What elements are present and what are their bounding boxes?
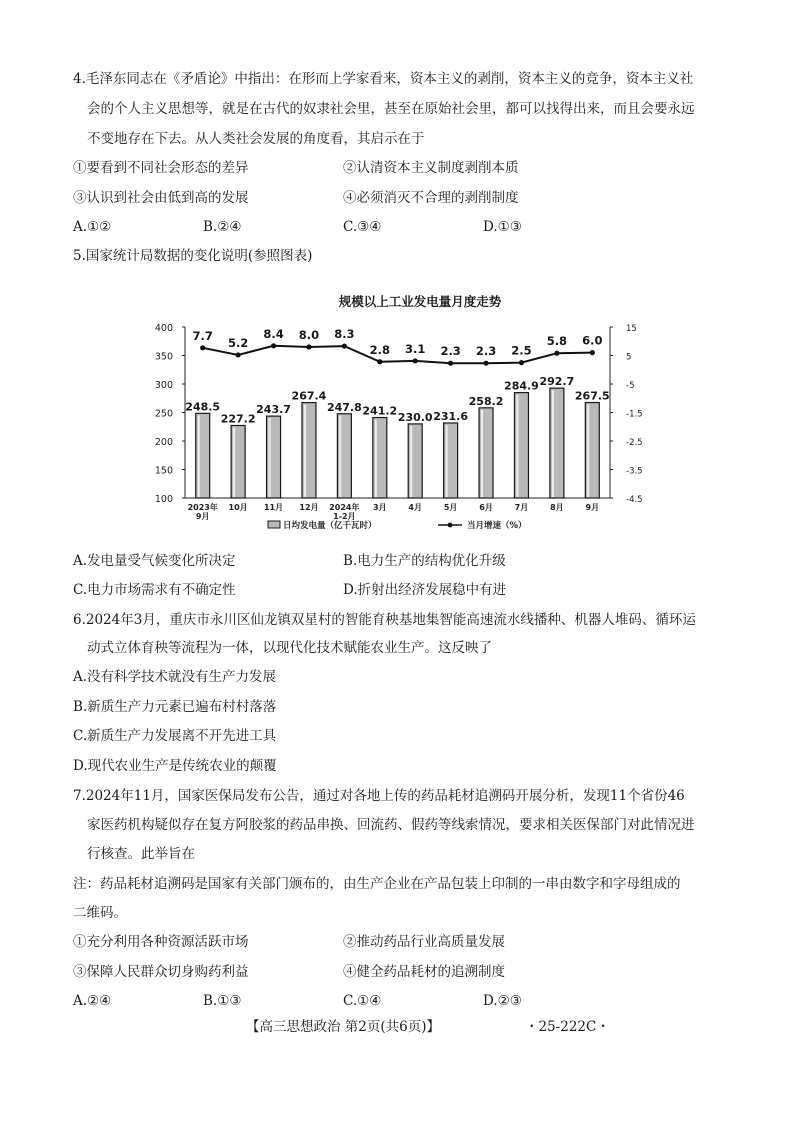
q6-choice-b: B.新质生产力元素已遍布村村落落 xyxy=(73,699,277,715)
legend-line-marker xyxy=(448,523,453,528)
q4-choice-c: C.③④ xyxy=(343,219,382,235)
left-tick-label: 150 xyxy=(154,465,173,477)
q7-choice-a: A.②④ xyxy=(73,993,112,1009)
growth-rate-label: 3.1 xyxy=(405,341,426,356)
left-tick-label: 100 xyxy=(154,494,173,505)
q4-choice-d: D.①③ xyxy=(483,219,522,235)
bar-value-label: 258.2 xyxy=(468,394,504,408)
legend-bar-label: 日均发电量（亿千瓦时） xyxy=(283,521,377,531)
growth-rate-label: 8.3 xyxy=(334,327,355,342)
right-tick-label: -3.5 xyxy=(626,466,643,477)
x-tick-label: 3月 xyxy=(373,503,387,512)
legend-line-label: 当月增速（%） xyxy=(467,521,527,531)
x-tick-label: 2024年 xyxy=(329,503,360,512)
bar-value-label: 284.9 xyxy=(504,379,539,393)
growth-rate-point xyxy=(413,358,418,363)
bar-value-label: 227.2 xyxy=(220,412,256,426)
growth-rate-label: 2.3 xyxy=(475,344,497,359)
left-tick-label: 250 xyxy=(154,408,173,420)
growth-rate-point xyxy=(342,343,347,348)
x-tick-label: 6月 xyxy=(479,503,493,512)
growth-rate-point xyxy=(448,361,453,366)
bar-value-label: 243.7 xyxy=(256,403,291,417)
bar-value-label: 247.8 xyxy=(326,400,362,414)
growth-rate-point xyxy=(271,343,276,348)
q5-choice-c: C.电力市场需求有不确定性 xyxy=(73,582,236,598)
q7-stem-line-1: 7.2024年11月，国家医保局发布公告，通过对各地上传的药品耗材追溯码开展分析，发现11个省份46 xyxy=(73,788,685,804)
bar-value-label: 267.4 xyxy=(291,389,327,403)
bar-value-label: 231.6 xyxy=(433,409,469,423)
q4-item-3: ③认识到社会由低到高的发展 xyxy=(73,190,249,206)
right-tick-label: 5 xyxy=(626,352,632,363)
x-tick-label: 9月 xyxy=(585,503,600,512)
growth-rate-point xyxy=(519,360,524,365)
x-tick-label: 7月 xyxy=(514,503,529,512)
left-tick-label: 350 xyxy=(154,351,173,363)
q4-item-4: ④必须消灭不合理的剥削制度 xyxy=(343,190,519,206)
legend-bar-swatch xyxy=(268,521,280,528)
q4-item-2: ②认清资本主义制度剥削本质 xyxy=(343,160,519,176)
footer-code: ・25-222C・ xyxy=(525,1019,610,1035)
bar-value-label: 267.5 xyxy=(574,389,610,403)
q6-stem-line-2: 动式立体育秧等流程为一体，以现代化技术赋能农业生产。这反映了 xyxy=(87,640,492,656)
x-tick-label: 4月 xyxy=(408,503,422,512)
growth-rate-point xyxy=(200,345,205,350)
growth-rate-point xyxy=(236,352,241,357)
q5-choice-d: D.折射出经济发展稳中有进 xyxy=(343,582,507,598)
x-tick-label: 8月 xyxy=(550,503,564,512)
growth-rate-label: 2.8 xyxy=(369,342,390,357)
bar-value-label: 292.7 xyxy=(539,375,575,389)
growth-rate-label: 8.4 xyxy=(263,326,284,341)
q5-choice-a: A.发电量受气候变化所决定 xyxy=(73,553,236,569)
q7-choice-c: C.①④ xyxy=(343,993,382,1009)
q6-choice-c: C.新质生产力发展离不开先进工具 xyxy=(73,728,277,744)
power-generation-chart xyxy=(140,315,650,537)
growth-rate-point xyxy=(590,350,595,355)
q6-stem-line-1: 6.2024年3月，重庆市永川区仙龙镇双星村的智能育秧基地集智能高速流水线播种、机器人堆码、循环运 xyxy=(73,612,696,628)
q6-choice-d: D.现代农业生产是传统农业的颠覆 xyxy=(73,758,277,774)
q7-note-line-2: 二维码。 xyxy=(73,905,127,921)
q7-item-1: ①充分利用各种资源活跃市场 xyxy=(73,934,249,950)
left-tick-label: 200 xyxy=(154,437,173,448)
x-tick-label: 12月 xyxy=(299,503,319,512)
q7-item-3: ③保障人民群众切身购药利益 xyxy=(73,964,249,980)
q7-choice-b: B.①③ xyxy=(203,993,242,1009)
right-tick-label: -2.5 xyxy=(626,438,643,448)
q5-choice-b: B.电力生产的结构优化升级 xyxy=(343,553,506,569)
q7-item-4: ④健全药品耗材的追溯制度 xyxy=(343,964,505,980)
q7-item-2: ②推动药品行业高质量发展 xyxy=(343,934,505,950)
x-tick-label: 5月 xyxy=(443,503,458,512)
right-tick-label: 15 xyxy=(626,324,637,334)
growth-rate-label: 5.2 xyxy=(227,335,249,350)
right-tick-label: -5 xyxy=(626,381,635,391)
left-tick-label: 300 xyxy=(154,380,173,391)
left-tick-label: 400 xyxy=(154,323,173,334)
growth-rate-label: 5.8 xyxy=(546,334,568,349)
chart-title: 规模以上工业发电量月度走势 xyxy=(338,294,502,309)
x-tick-label: 2023年 xyxy=(187,503,218,512)
q4-item-1: ①要看到不同社会形态的差异 xyxy=(73,160,249,176)
growth-rate-label: 6.0 xyxy=(582,333,603,348)
bar-value-label: 230.0 xyxy=(397,410,433,424)
right-tick-label: -1.5 xyxy=(626,409,643,420)
growth-rate-label: 2.3 xyxy=(440,344,461,359)
bar-value-label: 241.2 xyxy=(362,404,398,418)
growth-rate-point xyxy=(554,351,559,356)
bar-value-label: 248.5 xyxy=(185,400,221,414)
q7-choice-d: D.②③ xyxy=(483,993,522,1009)
q4-stem-line-1: 4.毛泽东同志在《矛盾论》中指出：在形而上学家看来，资本主义的剥削，资本主义的竞争，资本主义社 xyxy=(73,71,694,87)
q4-choice-a: A.①② xyxy=(73,219,112,235)
growth-rate-point xyxy=(306,344,311,349)
q4-stem-line-3: 不变地存在下去。从人类社会发展的角度看，其启示在于 xyxy=(87,131,425,147)
q4-choice-b: B.②④ xyxy=(203,219,242,235)
q7-stem-line-2: 家医药机构疑似存在复方阿胶浆的药品串换、回流药、假药等线索情况，要求相关医保部门对此情况进 xyxy=(87,817,695,833)
q4-stem-line-2: 会的个人主义思想等，就是在古代的奴隶社会里，甚至在原始社会里，都可以找得出来，而且会要永远 xyxy=(87,101,695,117)
growth-rate-point xyxy=(483,361,488,366)
growth-rate-label: 2.5 xyxy=(511,343,532,358)
q6-choice-a: A.没有科学技术就没有生产力发展 xyxy=(73,669,277,685)
q5-stem: 5.国家统计局数据的变化说明(参照图表) xyxy=(73,248,313,264)
x-tick-label: 1-2月 xyxy=(333,512,356,521)
footer-title: 【高三思想政治 第2页(共6页)】 xyxy=(246,1019,441,1035)
x-tick-label: 10月 xyxy=(228,503,248,512)
x-tick-label: 9月 xyxy=(195,512,210,521)
growth-rate-point xyxy=(377,359,382,364)
right-tick-label: -4.5 xyxy=(626,495,643,505)
growth-rate-label: 8.0 xyxy=(298,327,320,342)
q7-note-line-1: 注：药品耗材追溯码是国家有关部门颁布的，由生产企业在产品包装上印制的一串由数字和字母组成的 xyxy=(73,876,681,892)
x-tick-label: 11月 xyxy=(263,503,284,512)
growth-rate-label: 7.7 xyxy=(192,328,213,343)
q7-stem-line-3: 行核查。此举旨在 xyxy=(87,846,195,862)
growth-rate-line xyxy=(203,343,593,363)
